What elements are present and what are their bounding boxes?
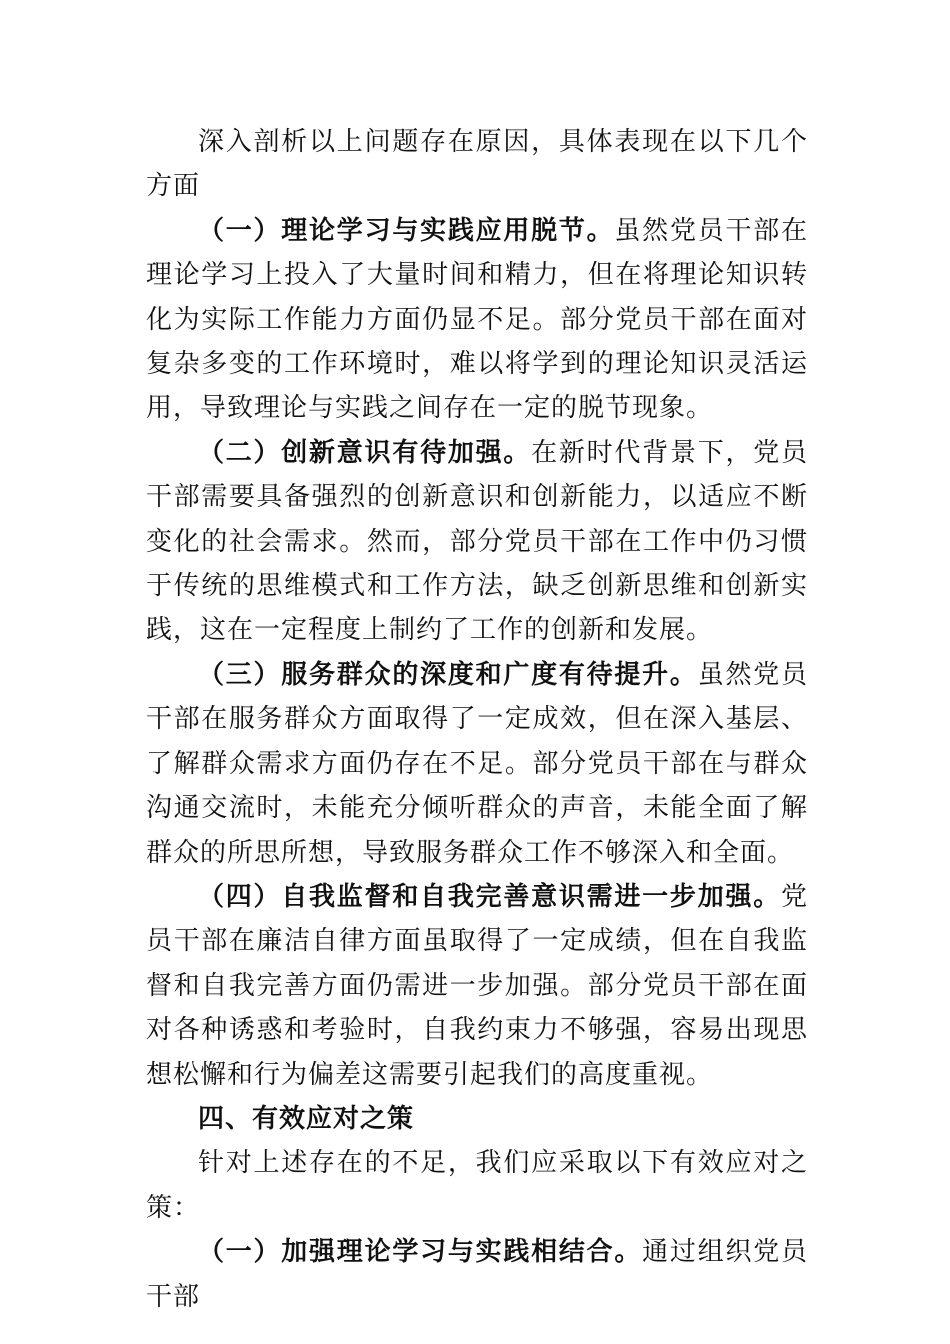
section-4-body: 党员干部在廉洁自律方面虽取得了一定成绩，但在自我监督和自我完善方面仍需进一步加强。部分党员干部在面对各种诱惑和考验时，自我约束力不够强，容易出现思想松懈和行为偏差这需要引起我们的高度重视。	[146, 881, 808, 1090]
intro-paragraph: 深入剖析以上问题存在原因，具体表现在以下几个方面	[146, 127, 808, 202]
section-4-paragraph	[146, 875, 808, 1097]
countermeasure-intro-paragraph: 针对上述存在的不足，我们应采取以下有效应对之策：	[146, 1148, 808, 1223]
section-2-lead: （二）创新意识有待加强。	[198, 437, 532, 468]
section-1-paragraph	[146, 209, 808, 431]
heading-countermeasures: 四、有效应对之策	[198, 1103, 415, 1134]
section-3-paragraph	[146, 653, 808, 875]
section-2-paragraph	[146, 431, 808, 653]
section-3-lead: （三）服务群众的深度和广度有待提升。	[198, 659, 698, 690]
section-1-body: 虽然党员干部在理论学习上投入了大量时间和精力，但在将理论知识转化为实际工作能力方面仍显不足。部分党员干部在面对复杂多变的工作环境时，难以将学到的理论知识灵活运用，导致理论与实践之间存在一定的脱节现象。	[146, 215, 808, 424]
countermeasure-1-body: 通过组织党员干部	[146, 1237, 808, 1312]
document-body	[146, 120, 808, 1319]
section-2-body: 在新时代背景下，党员干部需要具备强烈的创新意识和创新能力，以适应不断变化的社会需求。然而，部分党员干部在工作中仍习惯于传统的思维模式和工作方法，缺乏创新思维和创新实践，这在一定程度上制约了工作的创新和发展。	[146, 437, 808, 646]
countermeasure-1-paragraph	[146, 1230, 808, 1319]
section-3-body: 虽然党员干部在服务群众方面取得了一定成效，但在深入基层、了解群众需求方面仍存在不足。部分党员干部在与群众沟通交流时，未能充分倾听群众的声音，未能全面了解群众的所思所想，导致服务群众工作不够深入和全面。	[146, 659, 808, 868]
section-1-lead: （一）理论学习与实践应用脱节。	[198, 215, 615, 246]
countermeasure-1-lead: （一）加强理论学习与实践相结合。	[198, 1237, 643, 1268]
section-4-lead: （四）自我监督和自我完善意识需进一步加强。	[198, 881, 781, 912]
